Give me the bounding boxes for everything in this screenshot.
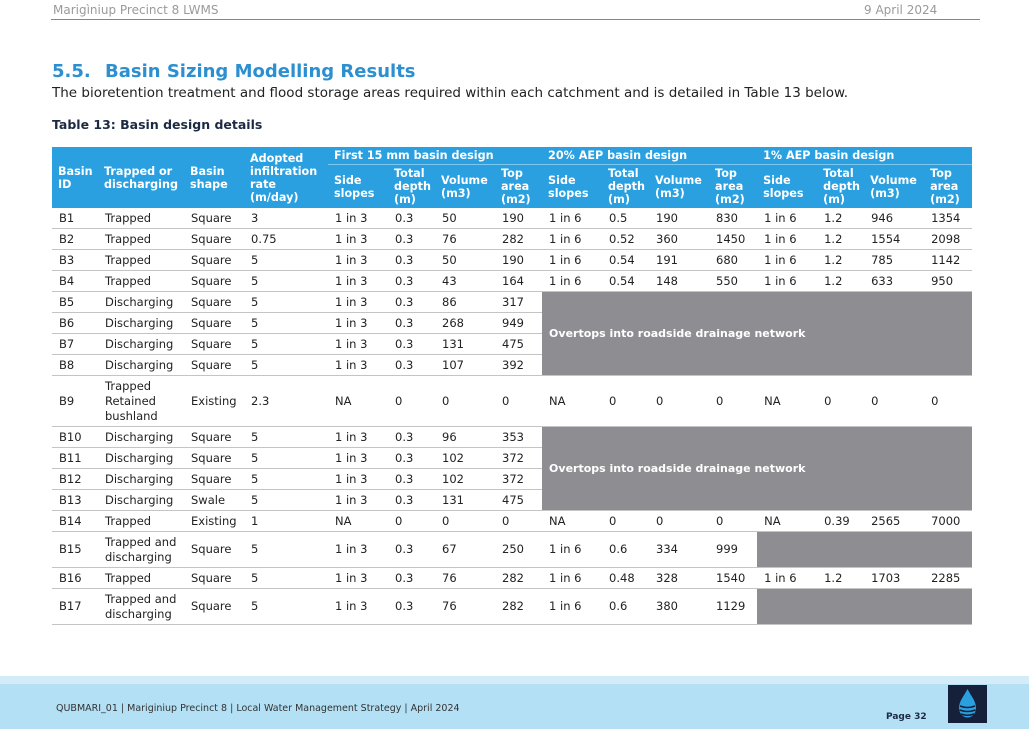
cell-trapped-or-discharging: Trapped and discharging [98, 532, 184, 568]
cell-infiltration-rate: 5 [244, 490, 328, 511]
empty-1aep-cell [757, 532, 972, 568]
cell-infiltration-rate: 5 [244, 313, 328, 334]
cell-15mm-side-slopes: NA [328, 511, 388, 532]
cell-basin-shape: Swale [184, 490, 244, 511]
header-volume: Volume (m3) [649, 165, 709, 209]
cell-15mm-side-slopes: 1 in 3 [328, 568, 388, 589]
cell-basin-shape: Existing [184, 511, 244, 532]
cell-1aep-top-area: 0 [924, 376, 972, 427]
cell-basin-id: B4 [52, 271, 98, 292]
table-row [52, 208, 972, 229]
cell-15mm-total-depth: 0.3 [388, 589, 435, 625]
cell-15mm-total-depth: 0.3 [388, 490, 435, 511]
cell-basin-id: B16 [52, 568, 98, 589]
cell-20aep-side-slopes: 1 in 6 [542, 208, 602, 229]
cell-20aep-side-slopes: 1 in 6 [542, 532, 602, 568]
table-caption: Table 13: Basin design details [52, 117, 263, 132]
cell-20aep-top-area: 680 [709, 250, 757, 271]
cell-1aep-top-area: 950 [924, 271, 972, 292]
cell-20aep-total-depth: 0.52 [602, 229, 649, 250]
header-total-depth: Total depth (m) [388, 165, 435, 209]
cell-20aep-total-depth: 0 [602, 511, 649, 532]
cell-15mm-side-slopes: 1 in 3 [328, 208, 388, 229]
cell-infiltration-rate: 5 [244, 271, 328, 292]
cell-1aep-top-area: 2285 [924, 568, 972, 589]
cell-15mm-top-area: 372 [495, 448, 542, 469]
cell-15mm-side-slopes: NA [328, 376, 388, 427]
header-group-first-15mm: First 15 mm basin design [328, 147, 542, 165]
cell-20aep-volume: 380 [649, 589, 709, 625]
cell-15mm-side-slopes: 1 in 3 [328, 589, 388, 625]
cell-basin-shape: Square [184, 292, 244, 313]
cell-20aep-volume: 190 [649, 208, 709, 229]
header-infiltration-rate: Adopted infiltration rate (m/day) [244, 147, 328, 208]
cell-15mm-side-slopes: 1 in 3 [328, 271, 388, 292]
cell-trapped-or-discharging: Trapped [98, 511, 184, 532]
footer-text: QUBMARI_01 | Mariginiup Precinct 8 | Local Water Management Strategy | April 2024 [56, 703, 460, 714]
cell-basin-shape: Square [184, 334, 244, 355]
cell-infiltration-rate: 0.75 [244, 229, 328, 250]
cell-1aep-top-area: 2098 [924, 229, 972, 250]
cell-20aep-volume: 0 [649, 376, 709, 427]
cell-1aep-side-slopes: NA [757, 511, 817, 532]
cell-trapped-or-discharging: Discharging [98, 490, 184, 511]
cell-15mm-total-depth: 0 [388, 376, 435, 427]
cell-1aep-total-depth: 1.2 [817, 568, 864, 589]
cell-20aep-volume: 0 [649, 511, 709, 532]
cell-15mm-volume: 86 [435, 292, 495, 313]
cell-infiltration-rate: 5 [244, 532, 328, 568]
cell-1aep-side-slopes: 1 in 6 [757, 229, 817, 250]
cell-15mm-side-slopes: 1 in 3 [328, 229, 388, 250]
header-total-depth: Total depth (m) [817, 165, 864, 209]
table-row [52, 250, 972, 271]
cell-20aep-top-area: 0 [709, 376, 757, 427]
cell-20aep-total-depth: 0.6 [602, 532, 649, 568]
cell-15mm-top-area: 190 [495, 208, 542, 229]
cell-15mm-side-slopes: 1 in 3 [328, 532, 388, 568]
cell-20aep-total-depth: 0.48 [602, 568, 649, 589]
cell-15mm-top-area: 475 [495, 490, 542, 511]
cell-15mm-top-area: 0 [495, 376, 542, 427]
header-side-slopes: Side slopes [757, 165, 817, 209]
cell-infiltration-rate: 5 [244, 292, 328, 313]
cell-basin-shape: Square [184, 589, 244, 625]
cell-1aep-total-depth: 1.2 [817, 208, 864, 229]
cell-basin-id: B12 [52, 469, 98, 490]
cell-basin-id: B2 [52, 229, 98, 250]
cell-basin-id: B10 [52, 427, 98, 448]
cell-infiltration-rate: 5 [244, 568, 328, 589]
cell-infiltration-rate: 5 [244, 250, 328, 271]
table-row [52, 376, 972, 427]
header-total-depth: Total depth (m) [602, 165, 649, 209]
cell-infiltration-rate: 5 [244, 448, 328, 469]
section-title: Basin Sizing Modelling Results [105, 61, 416, 82]
cell-basin-id: B8 [52, 355, 98, 376]
table-row [52, 532, 972, 568]
cell-1aep-volume: 633 [864, 271, 924, 292]
cell-20aep-top-area: 0 [709, 511, 757, 532]
cell-15mm-volume: 268 [435, 313, 495, 334]
cell-1aep-volume: 946 [864, 208, 924, 229]
overtops-notice: Overtops into roadside drainage network [542, 427, 972, 511]
cell-15mm-volume: 131 [435, 334, 495, 355]
cell-15mm-volume: 50 [435, 250, 495, 271]
cell-basin-id: B7 [52, 334, 98, 355]
cell-20aep-side-slopes: 1 in 6 [542, 568, 602, 589]
cell-20aep-top-area: 830 [709, 208, 757, 229]
cell-15mm-volume: 50 [435, 208, 495, 229]
cell-15mm-top-area: 282 [495, 229, 542, 250]
table-row [52, 589, 972, 625]
cell-basin-shape: Square [184, 229, 244, 250]
header-top-area: Top area (m2) [924, 165, 972, 209]
cell-basin-shape: Square [184, 532, 244, 568]
cell-20aep-side-slopes: NA [542, 376, 602, 427]
cell-basin-shape: Square [184, 208, 244, 229]
cell-15mm-total-depth: 0.3 [388, 568, 435, 589]
cell-15mm-volume: 43 [435, 271, 495, 292]
cell-15mm-top-area: 475 [495, 334, 542, 355]
cell-20aep-top-area: 1129 [709, 589, 757, 625]
table-row [52, 427, 972, 448]
cell-infiltration-rate: 2.3 [244, 376, 328, 427]
cell-20aep-top-area: 550 [709, 271, 757, 292]
cell-20aep-top-area: 999 [709, 532, 757, 568]
cell-20aep-total-depth: 0.5 [602, 208, 649, 229]
cell-1aep-top-area: 1142 [924, 250, 972, 271]
header-group-1-aep: 1% AEP basin design [757, 147, 972, 165]
cell-basin-id: B17 [52, 589, 98, 625]
cell-1aep-top-area: 1354 [924, 208, 972, 229]
cell-15mm-top-area: 0 [495, 511, 542, 532]
cell-trapped-or-discharging: Trapped [98, 271, 184, 292]
cell-basin-id: B5 [52, 292, 98, 313]
cell-infiltration-rate: 5 [244, 334, 328, 355]
cell-15mm-side-slopes: 1 in 3 [328, 355, 388, 376]
cell-20aep-top-area: 1540 [709, 568, 757, 589]
cell-15mm-total-depth: 0.3 [388, 448, 435, 469]
cell-15mm-side-slopes: 1 in 3 [328, 250, 388, 271]
cell-15mm-total-depth: 0.3 [388, 250, 435, 271]
cell-15mm-side-slopes: 1 in 3 [328, 448, 388, 469]
cell-1aep-side-slopes: 1 in 6 [757, 271, 817, 292]
cell-15mm-volume: 67 [435, 532, 495, 568]
cell-20aep-total-depth: 0.54 [602, 271, 649, 292]
cell-20aep-side-slopes: 1 in 6 [542, 271, 602, 292]
water-drop-logo-icon [948, 685, 987, 723]
header-volume: Volume (m3) [864, 165, 924, 209]
cell-20aep-top-area: 1450 [709, 229, 757, 250]
cell-infiltration-rate: 3 [244, 208, 328, 229]
cell-trapped-or-discharging: Discharging [98, 313, 184, 334]
cell-infiltration-rate: 5 [244, 469, 328, 490]
header-side-slopes: Side slopes [542, 165, 602, 209]
cell-1aep-total-depth: 0.39 [817, 511, 864, 532]
cell-trapped-or-discharging: Discharging [98, 334, 184, 355]
cell-20aep-volume: 360 [649, 229, 709, 250]
cell-basin-id: B3 [52, 250, 98, 271]
overtops-notice: Overtops into roadside drainage network [542, 292, 972, 376]
cell-20aep-volume: 191 [649, 250, 709, 271]
cell-basin-shape: Square [184, 250, 244, 271]
table-row [52, 511, 972, 532]
cell-basin-id: B15 [52, 532, 98, 568]
cell-20aep-side-slopes: NA [542, 511, 602, 532]
cell-1aep-side-slopes: NA [757, 376, 817, 427]
cell-1aep-volume: 1554 [864, 229, 924, 250]
table-row [52, 229, 972, 250]
cell-1aep-volume: 785 [864, 250, 924, 271]
cell-20aep-side-slopes: 1 in 6 [542, 250, 602, 271]
cell-basin-id: B14 [52, 511, 98, 532]
cell-15mm-side-slopes: 1 in 3 [328, 313, 388, 334]
cell-1aep-total-depth: 0 [817, 376, 864, 427]
cell-basin-id: B6 [52, 313, 98, 334]
cell-trapped-or-discharging: Trapped [98, 229, 184, 250]
cell-basin-shape: Square [184, 568, 244, 589]
cell-trapped-or-discharging: Discharging [98, 427, 184, 448]
cell-infiltration-rate: 5 [244, 589, 328, 625]
cell-15mm-top-area: 282 [495, 568, 542, 589]
cell-basin-shape: Existing [184, 376, 244, 427]
page-number: Page 32 [886, 712, 927, 722]
cell-1aep-total-depth: 1.2 [817, 229, 864, 250]
cell-15mm-total-depth: 0.3 [388, 271, 435, 292]
cell-basin-id: B13 [52, 490, 98, 511]
cell-15mm-volume: 76 [435, 568, 495, 589]
cell-20aep-side-slopes: 1 in 6 [542, 229, 602, 250]
header-top-area: Top area (m2) [495, 165, 542, 209]
cell-1aep-top-area: 7000 [924, 511, 972, 532]
cell-basin-shape: Square [184, 271, 244, 292]
cell-20aep-total-depth: 0 [602, 376, 649, 427]
cell-15mm-top-area: 317 [495, 292, 542, 313]
footer-strip [0, 676, 1029, 684]
cell-20aep-total-depth: 0.6 [602, 589, 649, 625]
cell-basin-id: B1 [52, 208, 98, 229]
cell-trapped-or-discharging: Trapped Retained bushland [98, 376, 184, 427]
header-side-slopes: Side slopes [328, 165, 388, 209]
cell-20aep-total-depth: 0.54 [602, 250, 649, 271]
table-row [52, 271, 972, 292]
cell-1aep-total-depth: 1.2 [817, 271, 864, 292]
cell-1aep-volume: 2565 [864, 511, 924, 532]
cell-15mm-volume: 102 [435, 448, 495, 469]
cell-trapped-or-discharging: Discharging [98, 469, 184, 490]
running-header-date: 9 April 2024 [864, 3, 938, 17]
table-body [52, 208, 972, 625]
cell-15mm-volume: 0 [435, 376, 495, 427]
cell-basin-shape: Square [184, 448, 244, 469]
cell-basin-shape: Square [184, 355, 244, 376]
cell-15mm-total-depth: 0.3 [388, 469, 435, 490]
running-header-title: Marigìniup Precinct 8 LWMS [53, 3, 219, 17]
header-trapped-or-discharging: Trapped or discharging [98, 147, 184, 208]
cell-15mm-total-depth: 0 [388, 511, 435, 532]
section-heading [52, 61, 416, 82]
cell-1aep-volume: 0 [864, 376, 924, 427]
cell-15mm-total-depth: 0.3 [388, 355, 435, 376]
cell-trapped-or-discharging: Discharging [98, 448, 184, 469]
cell-1aep-volume: 1703 [864, 568, 924, 589]
section-intro: The bioretention treatment and flood storage areas required within each catchment and is detailed in Table 13 below. [52, 85, 849, 101]
cell-basin-shape: Square [184, 427, 244, 448]
header-rule [51, 19, 980, 20]
basin-design-table [52, 147, 972, 625]
cell-15mm-top-area: 190 [495, 250, 542, 271]
cell-20aep-side-slopes: 1 in 6 [542, 589, 602, 625]
cell-15mm-side-slopes: 1 in 3 [328, 490, 388, 511]
header-basin-shape: Basin shape [184, 147, 244, 208]
cell-15mm-side-slopes: 1 in 3 [328, 427, 388, 448]
cell-15mm-total-depth: 0.3 [388, 427, 435, 448]
header-volume: Volume (m3) [435, 165, 495, 209]
table-row [52, 568, 972, 589]
cell-15mm-top-area: 372 [495, 469, 542, 490]
cell-basin-id: B9 [52, 376, 98, 427]
cell-trapped-or-discharging: Discharging [98, 292, 184, 313]
header-basin-id: Basin ID [52, 147, 98, 208]
cell-15mm-volume: 0 [435, 511, 495, 532]
cell-15mm-top-area: 353 [495, 427, 542, 448]
cell-15mm-top-area: 282 [495, 589, 542, 625]
cell-15mm-top-area: 250 [495, 532, 542, 568]
cell-1aep-side-slopes: 1 in 6 [757, 568, 817, 589]
cell-15mm-top-area: 949 [495, 313, 542, 334]
empty-1aep-cell [757, 589, 972, 625]
cell-15mm-top-area: 164 [495, 271, 542, 292]
cell-15mm-volume: 107 [435, 355, 495, 376]
cell-1aep-total-depth: 1.2 [817, 250, 864, 271]
header-top-area: Top area (m2) [709, 165, 757, 209]
cell-15mm-side-slopes: 1 in 3 [328, 469, 388, 490]
cell-trapped-or-discharging: Trapped [98, 568, 184, 589]
cell-15mm-total-depth: 0.3 [388, 292, 435, 313]
cell-15mm-side-slopes: 1 in 3 [328, 292, 388, 313]
cell-trapped-or-discharging: Trapped [98, 250, 184, 271]
cell-basin-id: B11 [52, 448, 98, 469]
cell-15mm-volume: 76 [435, 229, 495, 250]
cell-15mm-total-depth: 0.3 [388, 229, 435, 250]
cell-20aep-volume: 328 [649, 568, 709, 589]
cell-trapped-or-discharging: Trapped and discharging [98, 589, 184, 625]
header-group-20-aep: 20% AEP basin design [542, 147, 757, 165]
cell-15mm-total-depth: 0.3 [388, 334, 435, 355]
cell-15mm-total-depth: 0.3 [388, 208, 435, 229]
cell-15mm-total-depth: 0.3 [388, 313, 435, 334]
cell-basin-shape: Square [184, 313, 244, 334]
cell-15mm-volume: 76 [435, 589, 495, 625]
cell-trapped-or-discharging: Trapped [98, 208, 184, 229]
cell-trapped-or-discharging: Discharging [98, 355, 184, 376]
cell-infiltration-rate: 5 [244, 355, 328, 376]
cell-15mm-side-slopes: 1 in 3 [328, 334, 388, 355]
cell-15mm-total-depth: 0.3 [388, 532, 435, 568]
section-number: 5.5. [52, 61, 91, 82]
cell-15mm-volume: 131 [435, 490, 495, 511]
cell-infiltration-rate: 5 [244, 427, 328, 448]
cell-15mm-top-area: 392 [495, 355, 542, 376]
cell-20aep-volume: 334 [649, 532, 709, 568]
cell-20aep-volume: 148 [649, 271, 709, 292]
cell-15mm-volume: 96 [435, 427, 495, 448]
cell-basin-shape: Square [184, 469, 244, 490]
cell-infiltration-rate: 1 [244, 511, 328, 532]
cell-1aep-side-slopes: 1 in 6 [757, 208, 817, 229]
cell-1aep-side-slopes: 1 in 6 [757, 250, 817, 271]
table-row [52, 292, 972, 313]
cell-15mm-volume: 102 [435, 469, 495, 490]
